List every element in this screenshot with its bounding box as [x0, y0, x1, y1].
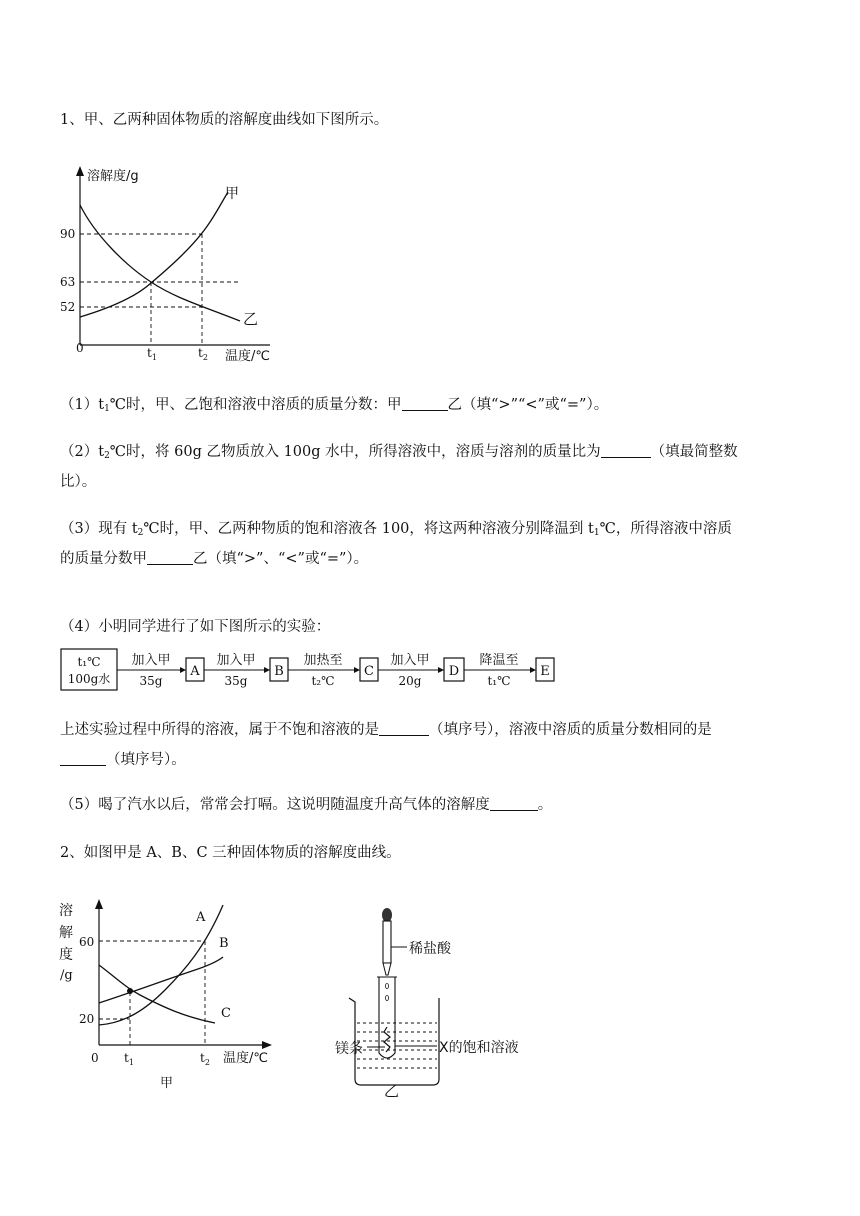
q2-origin: 0	[91, 1051, 99, 1065]
q1-sub5-blank[interactable]	[490, 794, 538, 811]
drop-1	[386, 984, 389, 989]
q1-sub2: $(2)t_2℃$时，将 60g 乙物质放入 100g 水中，所得溶液中，溶质与溶剂的质量比为 （填最简整数 比）。	[60, 437, 810, 497]
q2-curve-c	[99, 965, 215, 1023]
q2-ylabel-3: 度	[59, 947, 73, 963]
q1-xtick-t2: $t_2$	[198, 346, 208, 362]
q2-ylabel-2: 解	[59, 925, 73, 941]
dropper-tube	[383, 921, 391, 963]
q1-ytick-63: 63	[60, 275, 76, 289]
q2-ylabel-4: /g	[60, 968, 73, 983]
q1-sub3-blank[interactable]	[147, 548, 193, 565]
q2-xtick-t2: $t_2$	[200, 1051, 210, 1067]
q1-label-jia: 甲	[225, 186, 239, 202]
q1-ytick-52: 52	[60, 300, 76, 314]
flow-step1-bottom: 35g	[139, 674, 163, 688]
q1-ylabel: 溶解度/g	[87, 169, 139, 184]
flow-start-line1: t₁℃	[77, 655, 101, 669]
q1-origin: 0	[76, 341, 84, 355]
q1-y-axis-arrow-icon	[76, 166, 84, 176]
flow-step4-top: 加入甲	[390, 653, 430, 668]
flow-arrowhead-1-icon	[180, 667, 186, 673]
flow-step2-bottom: 35g	[224, 674, 248, 688]
drop-2	[386, 996, 389, 1001]
q2-x-axis-arrow-icon	[262, 1041, 272, 1049]
q2-solubility-chart	[55, 895, 285, 1095]
q2-intersection-point	[127, 988, 133, 994]
q1-curve-yi	[80, 205, 240, 321]
flow-step5-bottom: t₁℃	[487, 674, 511, 688]
q2-label-c: C	[221, 1006, 231, 1021]
q1-sub1-blank[interactable]	[402, 394, 448, 411]
acid-label: 稀盐酸	[409, 941, 451, 957]
q1-sub4: （4）小明同学进行了如下图所示的实验：	[60, 619, 331, 635]
q1-title: 1、甲、乙两种固体物质的溶解度曲线如下图所示。	[60, 112, 389, 128]
q2-y-axis-arrow-icon	[95, 899, 103, 909]
q1-xlabel: 温度/℃	[225, 349, 270, 364]
q1-sub1: $(1)t_1℃$时，甲、乙饱和溶液中溶质的质量分数：甲 乙（填“>”“<”或“=”）。	[60, 390, 810, 420]
q2-label-a: A	[196, 910, 206, 925]
flow-box-b-label: B	[274, 664, 284, 679]
q2-ytick-60: 60	[79, 935, 95, 949]
q1-sub2-blank[interactable]	[601, 441, 651, 458]
ribbon-label: 镁条	[335, 1041, 363, 1057]
apparatus-caption: 乙	[384, 1082, 400, 1100]
flow-step4-bottom: 20g	[398, 674, 422, 688]
flow-step1-top: 加入甲	[131, 653, 171, 668]
q2-caption-jia: 甲	[160, 1076, 174, 1091]
flow-step3-top: 加热至	[303, 653, 343, 668]
q1-ytick-90: 90	[60, 227, 76, 241]
q1-curve-jia	[80, 192, 228, 317]
q1-sub4-blank-2[interactable]	[60, 749, 106, 766]
flow-arrowhead-2-icon	[264, 667, 270, 673]
flow-step3-bottom: t₂℃	[311, 674, 335, 688]
test-tube	[379, 977, 395, 1058]
flow-arrowhead-5-icon	[530, 667, 536, 673]
flow-step5-top: 降温至	[479, 653, 519, 668]
dropper-bulb	[382, 908, 392, 922]
q1-sub4-question: 上述实验过程中所得的溶液，属于不饱和溶液的是 （填序号），溶液中溶质的质量分数相同的是 （填序号）。	[60, 715, 810, 775]
q1-solubility-chart	[40, 160, 300, 370]
q2-ytick-20: 20	[79, 1012, 95, 1026]
flow-box-c-label: C	[364, 664, 374, 679]
magnesium-ribbon	[384, 1027, 390, 1052]
q2-ylabel-1: 溶	[59, 903, 73, 919]
q1-xtick-t1: $t_1$	[147, 346, 157, 362]
flow-box-d-label: D	[448, 664, 460, 679]
q2-xlabel: 温度/℃	[223, 1051, 268, 1066]
q1-experiment-flow	[60, 648, 570, 694]
q1-sub3: （3）现有 $t_2℃$时，甲、乙两种物质的饱和溶液各 100，将这两种溶液分别降温到 $t_1℃$，所得溶液中溶质 的质量分数甲 乙（填“>”、“<”或“=”）。	[60, 521, 732, 567]
q2-xtick-t1: $t_1$	[124, 1051, 134, 1067]
flow-step2-top: 加入甲	[216, 653, 256, 668]
flow-arrowhead-3-icon	[354, 667, 360, 673]
q1-sub5: （5）喝了汽水以后，常常会打嗝。这说明随温度升高气体的溶解度 。	[60, 790, 810, 820]
q2-label-b: B	[219, 936, 229, 951]
dropper-tip	[383, 963, 391, 975]
flow-arrowhead-4-icon	[438, 667, 444, 673]
q1-sub4-blank-1[interactable]	[379, 719, 429, 736]
q1-label-yi: 乙	[243, 310, 259, 328]
flow-box-a-label: A	[190, 664, 200, 679]
q2-title: 2、如图甲是 A、B、C 三种固体物质的溶解度曲线。	[60, 845, 401, 861]
q2-apparatus	[335, 905, 545, 1100]
solution-label: X的饱和溶液	[439, 1040, 519, 1056]
flow-box-e-label: E	[540, 664, 550, 679]
flow-start-line2: 100g水	[67, 672, 111, 686]
